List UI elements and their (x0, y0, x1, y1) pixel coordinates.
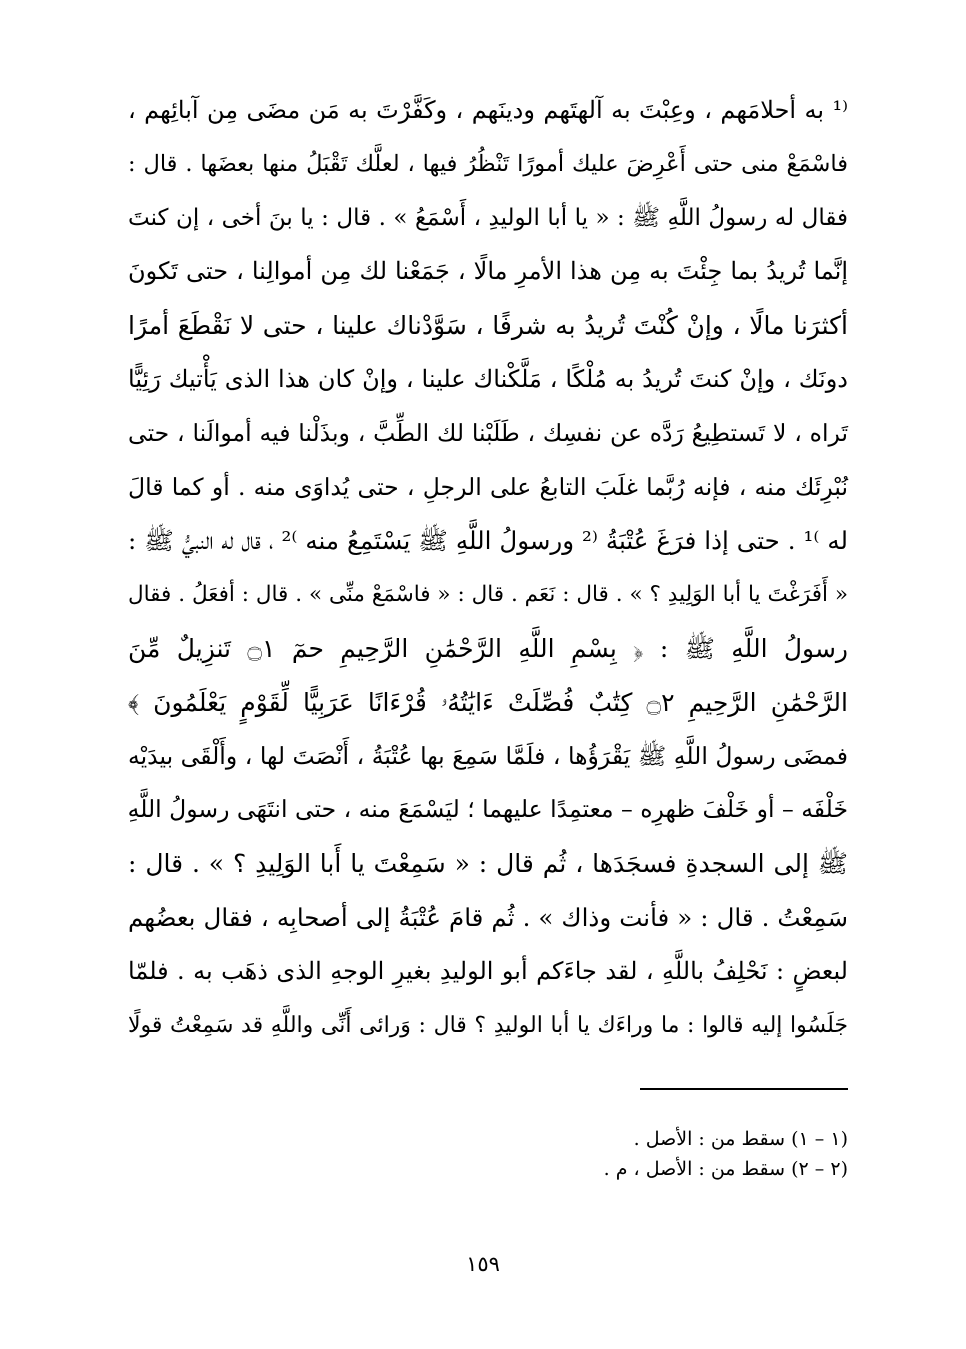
text-line: أكثرَنا مالًا ، وإنْ كُنْتَ تُريدُ به شرفًا ، سَوَّدْناك علينا ، حتى لا نَقْطَعَ أمرًا (128, 311, 848, 341)
footnote-divider (640, 1088, 848, 1090)
text-line: له ⁾¹ . حتى إذا فرَغَ عُتْبَةُ ⁽² ورسولُ اللَّهِ ﷺ يَسْتَمِعُ منه ⁾² ، قال له النبيُّ ﷺ : (128, 526, 848, 556)
text-line: ﷺ إلى السجدةِ فسجَدَها ، ثُم قال : « سَمِعْتَ يا أَبا الوَلِيدِ ؟ » . قال : (128, 849, 848, 879)
text-line: جَلَسُوا إليه قالوا : ما وراءَك يا أبا الوليدِ ؟ قال : وَرائى أَنِّى واللَّهِ قد سَمِعْتُ قولًا (128, 1012, 849, 1038)
text-line: « أَفَرَغْتَ يا أبا الوَلِيدِ ؟ » . قال : نَعَم . قال : « فاسْمَعْ منِّى » . قال : أفعَلُ . فقال (128, 582, 848, 608)
text-line: لبعضٍ : نَحْلِفُ باللَّهِ ، لقد جاءَكم أبو الوليدِ بغيرِ الوجهِ الذى ذهَب به . فلمّا (128, 956, 848, 985)
text-line: فمضَى رسولُ اللَّهِ ﷺ يَقْرَؤُها ، فلَمَّا سَمِعَ بها عُتْبَةُ ، أَنْصَتَ لها ، وأَلْقَى بيدَيْه (128, 741, 848, 770)
text-line: إنَّما تُريدُ بما جِئْتَ به مِن هذا الأمرِ مالًا ، جَمَعْنا لك مِن أموالِنا ، حتى تَكونَ (128, 257, 848, 286)
footnote: (١ – ١) سقط من : الأصل . (633, 1128, 848, 1150)
text-line: سَمِعْتُ . قال : « فأنت وذاك » . ثُم قامَ عُتْبَةُ إلى أصحابِه ، فقال بعضُهم (128, 902, 848, 932)
text-line: فقال له رسولُ اللَّهِ ﷺ : « يا أبا الوليدِ ، أَسْمَعُ » . قال : يا بنَ أخى ، إن كنتَ (128, 204, 848, 231)
page-number: ١٥٩ (466, 1252, 500, 1276)
text-line: تَراه ، لا تَستطِيعُ رَدَّه عن نفسِك ، طَلَبْنا لك الطِّبَّ ، وبذَلْنا فيه أموالَنا ، حتى (128, 418, 848, 447)
text-line: دونَك ، وإنْ كنتَ تُريدُ به مُلْكًا ، مَلَّكْناك علينا ، وإنْ كان هذا الذى يَأْتيك رَئِيًّا (128, 364, 848, 393)
text-line: فاسْمَعْ منى حتى أَعْرِضَ عليك أمورًا تَنْظُرُ فيها ، لعلَّك تَقْبَلُ منها بعضَها . قال : (128, 150, 848, 177)
text-line: ⁽¹ به أحلامَهم ، وعِبْتَ به آلهتَهم ودينَهم ، وكَفَّرْتَ به مَن مضَى مِن آبائِهم ، (128, 96, 848, 124)
text-line: رسولُ اللَّهِ ﷺ : ﴿ بِسْمِ اللَّهِ الرَّحْمَٰنِ الرَّحِيمِ حمٓ ۝١ تَنزِيلٌ مِّنَ (128, 633, 848, 663)
text-line: نُبْرِئَك منه ، فإنه رُبَّما غلَبَ التابعُ على الرجلِ ، حتى يُداوَى منه . أو كما قالَ (128, 472, 848, 501)
text-line: خَلْفَه – أو خَلْفَ ظهرِه – معتمِدًا عليهما ؛ ليَسْمَعَ منه ، حتى انتَهَى رسولُ اللَّهِ (127, 795, 848, 824)
footnote: (٢ – ٢) سقط من : الأصل ، م . (603, 1158, 848, 1180)
text-line: الرَّحْمَٰنِ الرَّحِيمِ ۝٢ كِتَٰبٌ فُصِّلَتْ ءَايَٰتُهُۥ قُرْءَانًا عَرَبِيًّا لِّقَوْمٍ يَعْلَمُونَ ﴾ (128, 687, 848, 717)
main-text (128, 84, 848, 1052)
footnotes (500, 1124, 848, 1184)
